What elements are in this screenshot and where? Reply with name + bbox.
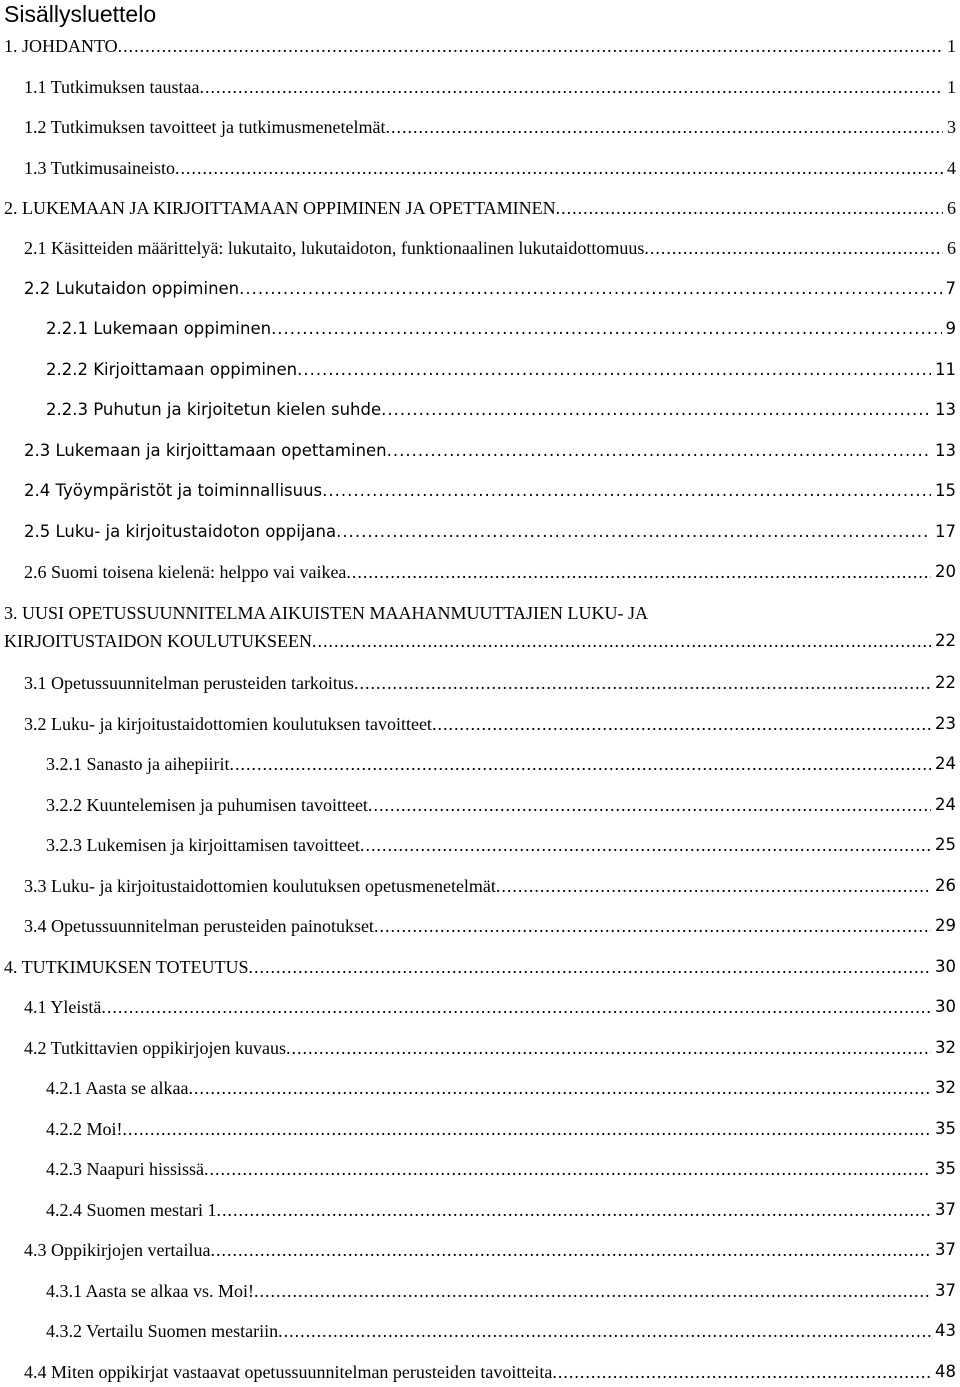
toc-page-number: 17 xyxy=(935,522,956,541)
toc-entry-title: 1.1 Tutkimuksen taustaa xyxy=(24,77,200,97)
toc-page-number: 13 xyxy=(935,441,956,460)
toc-entry[interactable] xyxy=(24,1036,956,1060)
toc-entry[interactable] xyxy=(4,629,956,653)
toc-entry[interactable] xyxy=(46,1157,956,1181)
toc-entry-title: 4.2.2 Moi! xyxy=(46,1119,123,1139)
toc-page-number: 22 xyxy=(935,631,956,650)
toc-page-number: 3 xyxy=(947,117,956,137)
toc-page-number: 25 xyxy=(935,835,956,854)
toc-entry-title: 4.4 Miten oppikirjat vastaavat opetussuunnitelman perusteiden tavoitteita xyxy=(24,1362,553,1382)
toc-page-number: 30 xyxy=(935,997,956,1016)
toc-entry-title: 4. TUTKIMUKSEN TOTEUTUS xyxy=(4,957,249,977)
toc-entry-title: 3.2.3 Lukemisen ja kirjoittamisen tavoitteet xyxy=(46,835,360,855)
toc-page-number: 7 xyxy=(945,279,956,298)
toc-entry[interactable] xyxy=(46,1279,956,1303)
toc-leader xyxy=(249,955,931,979)
toc-entry-title: 2.5 Luku- ja kirjoitustaidoton oppijana xyxy=(24,522,337,541)
toc-entry-title: 4.2.4 Suomen mestari 1 xyxy=(46,1200,217,1220)
toc-page-number: 23 xyxy=(935,714,956,733)
toc-page-number: 26 xyxy=(935,876,956,895)
toc-page-number: 22 xyxy=(935,673,956,692)
toc-entry-title: 3.2 Luku- ja kirjoitustaidottomien koulutuksen tavoitteet xyxy=(24,714,432,734)
toc-leader xyxy=(204,1157,931,1181)
toc-leader xyxy=(381,398,931,422)
toc-leader xyxy=(346,560,931,584)
toc-entry[interactable] xyxy=(46,1198,956,1222)
toc-entry-title: 2.6 Suomi toisena kielenä: helppo vai vaikea xyxy=(24,562,347,582)
toc-entry[interactable] xyxy=(46,1319,956,1343)
toc-leader xyxy=(368,793,931,817)
toc-entry[interactable] xyxy=(24,995,956,1019)
toc-entry-title: 2.2.2 Kirjoittamaan oppiminen xyxy=(46,360,298,379)
toc-leader xyxy=(188,1076,931,1100)
toc-entry-title: 4.3 Oppikirjojen vertailua xyxy=(24,1240,211,1260)
toc-entry-title: 3.4 Opetussuunnitelman perusteiden painotukset xyxy=(24,916,374,936)
toc-leader xyxy=(387,439,931,463)
toc-entry-title: 2.2.1 Lukemaan oppiminen xyxy=(46,319,272,338)
toc-entry[interactable] xyxy=(24,712,956,736)
toc-entry-title: 4.2.3 Naapuri hississä xyxy=(46,1159,204,1179)
toc-page-number: 30 xyxy=(935,957,956,976)
toc-leader xyxy=(336,520,931,544)
page-title: Sisällysluettelo xyxy=(4,1,157,27)
toc-entry[interactable] xyxy=(24,439,956,463)
toc-leader xyxy=(210,1238,931,1262)
toc-entry[interactable] xyxy=(46,358,956,382)
toc-entry[interactable] xyxy=(4,955,956,979)
toc-entry[interactable] xyxy=(46,398,956,422)
toc-page-number: 24 xyxy=(935,754,956,773)
toc-entry[interactable] xyxy=(4,34,956,58)
toc-page-number: 32 xyxy=(935,1038,956,1057)
toc-entry-title: 2.1 Käsitteiden määrittelyä: lukutaito, lukutaidoton, funktionaalinen lukutaidottomuus xyxy=(24,238,645,258)
toc-leader xyxy=(556,196,943,220)
toc-entry[interactable] xyxy=(24,874,956,898)
toc-leader xyxy=(432,712,931,736)
toc-entry-title: 4.3.2 Vertailu Suomen mestariin xyxy=(46,1321,279,1341)
toc-page-number: 35 xyxy=(935,1119,956,1138)
toc-entry-title: 3.2.2 Kuuntelemisen ja puhumisen tavoitteet xyxy=(46,795,368,815)
toc-leader xyxy=(312,629,931,653)
toc-entry-title: 2.2 Lukutaidon oppiminen xyxy=(24,279,240,298)
toc-leader xyxy=(118,34,943,58)
toc-leader xyxy=(101,995,931,1019)
toc-page-number: 11 xyxy=(935,360,956,379)
toc-leader xyxy=(286,1036,931,1060)
toc-page-number: 37 xyxy=(935,1200,956,1219)
toc-entry[interactable] xyxy=(24,156,956,180)
toc-entry-title: 2.3 Lukemaan ja kirjoittamaan opettaminen xyxy=(24,441,387,460)
toc-entry[interactable] xyxy=(24,479,956,503)
toc-leader xyxy=(385,115,943,139)
toc-page-number: 48 xyxy=(935,1362,956,1381)
toc-entry-line1[interactable]: 3. UUSI OPETUSSUUNNITELMA AIKUISTEN MAAHANMUUTTAJIEN LUKU- JA xyxy=(4,603,649,623)
toc-page-number: 37 xyxy=(935,1281,956,1300)
toc-entry[interactable] xyxy=(24,115,956,139)
toc-leader xyxy=(239,277,941,301)
toc-entry[interactable] xyxy=(24,671,956,695)
toc-entry-title: 4.2.1 Aasta se alkaa xyxy=(46,1078,189,1098)
toc-leader xyxy=(644,236,943,260)
toc-entry[interactable] xyxy=(46,317,956,341)
toc-entry[interactable] xyxy=(4,196,956,220)
toc-leader xyxy=(271,317,941,341)
toc-entry-title: 2.2.3 Puhutun ja kirjoitetun kielen suhde xyxy=(46,400,382,419)
toc-entry-title: 3.1 Opetussuunnitelman perusteiden tarkoitus xyxy=(24,673,354,693)
toc-leader xyxy=(175,156,943,180)
toc-leader xyxy=(360,833,931,857)
toc-leader xyxy=(200,75,943,99)
toc-page-number: 6 xyxy=(947,198,956,218)
toc-entry[interactable] xyxy=(24,914,956,938)
toc-entry[interactable] xyxy=(46,1076,956,1100)
toc-page-number: 37 xyxy=(935,1240,956,1259)
toc-entry-title: 3.3 Luku- ja kirjoitustaidottomien koulutuksen opetusmenetelmät xyxy=(24,876,496,896)
toc-page-number: 1 xyxy=(947,77,956,97)
toc-page-number: 1 xyxy=(947,36,956,56)
toc-leader xyxy=(374,914,931,938)
toc-page-number: 4 xyxy=(947,158,956,178)
toc-entry-title: 2.4 Työympäristöt ja toiminnallisuus xyxy=(24,481,323,500)
toc-entry[interactable] xyxy=(24,520,956,544)
toc-leader xyxy=(229,752,931,776)
toc-entry[interactable] xyxy=(46,752,956,776)
toc-leader xyxy=(354,671,931,695)
toc-page-number: 35 xyxy=(935,1159,956,1178)
toc-leader xyxy=(496,874,931,898)
toc-leader xyxy=(322,479,931,503)
toc-leader xyxy=(216,1198,931,1222)
toc-entry[interactable] xyxy=(24,75,956,99)
toc-entry[interactable] xyxy=(46,1117,956,1141)
toc-page-number: 32 xyxy=(935,1078,956,1097)
toc-leader xyxy=(123,1117,932,1141)
toc-page-number: 24 xyxy=(935,795,956,814)
toc-entry-title: KIRJOITUSTAIDON KOULUTUKSEEN xyxy=(4,631,313,651)
toc-leader xyxy=(552,1360,931,1384)
toc-entry-title: 4.2 Tutkittavien oppikirjojen kuvaus xyxy=(24,1038,287,1058)
toc-entry-title: 1.3 Tutkimusaineisto xyxy=(24,158,176,178)
toc-entry[interactable] xyxy=(46,833,956,857)
toc-page-number: 13 xyxy=(935,400,956,419)
toc-leader xyxy=(278,1319,931,1343)
toc-entry-title: 1. JOHDANTO xyxy=(4,36,118,56)
toc-entry[interactable] xyxy=(24,277,956,301)
toc-leader xyxy=(254,1279,931,1303)
toc-entry-title: 4.3.1 Aasta se alkaa vs. Moi! xyxy=(46,1281,254,1301)
toc-page-number: 15 xyxy=(935,481,956,500)
toc-page-number: 6 xyxy=(947,238,956,258)
toc-entry[interactable] xyxy=(46,793,956,817)
toc-entry-title: 1.2 Tutkimuksen tavoitteet ja tutkimusmenetelmät xyxy=(24,117,386,137)
toc-page-number: 20 xyxy=(935,562,956,581)
toc-entry[interactable] xyxy=(24,560,956,584)
toc-page-number: 43 xyxy=(935,1321,956,1340)
toc-entry[interactable] xyxy=(24,1360,956,1384)
toc-leader xyxy=(297,358,931,382)
toc-entry-title: 2. LUKEMAAN JA KIRJOITTAMAAN OPPIMINEN JA OPETTAMINEN xyxy=(4,198,556,218)
toc-entry-title: 4.1 Yleistä xyxy=(24,997,102,1017)
toc-entry[interactable] xyxy=(24,236,956,260)
toc-entry[interactable] xyxy=(24,1238,956,1262)
toc-page-number: 29 xyxy=(935,916,956,935)
toc-page-number: 9 xyxy=(945,319,956,338)
toc-entry-title: 3.2.1 Sanasto ja aihepiirit xyxy=(46,754,230,774)
